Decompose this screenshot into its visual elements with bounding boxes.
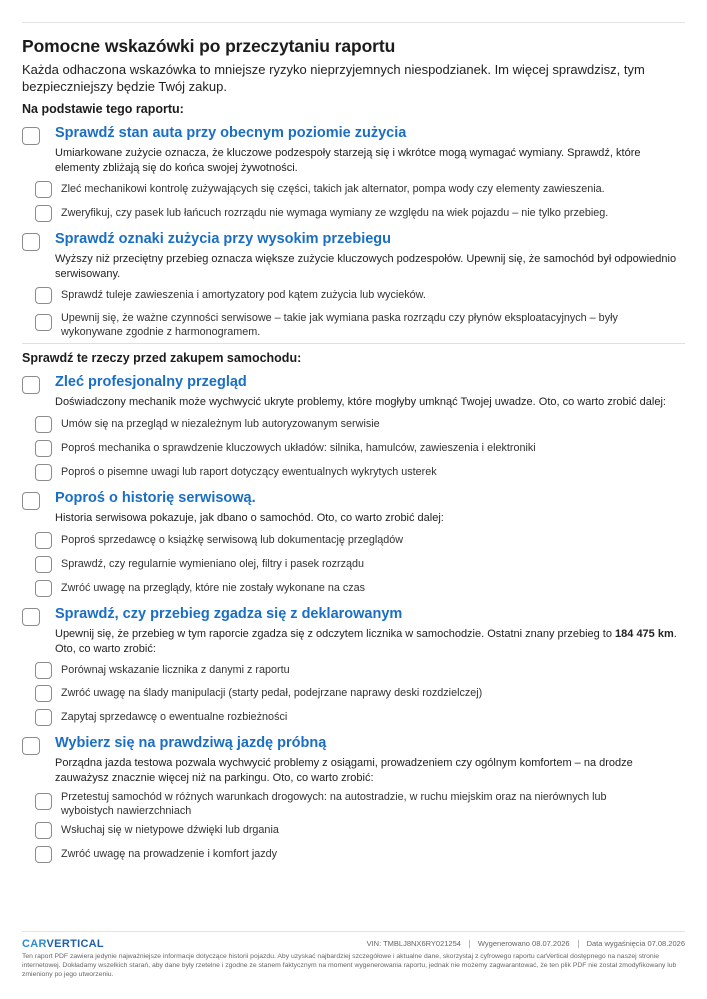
item-text: Wsłuchaj się w nietypowe dźwięki lub drgania [61, 824, 279, 836]
item-text: Sprawdź, czy regularnie wymieniano olej, filtry i pasek rozrządu [61, 558, 365, 570]
section-label-report: Na podstawie tego raportu: [22, 102, 184, 116]
item-checkbox[interactable] [35, 556, 52, 573]
item-text: Umów się na przegląd w niezależnym lub autoryzowanym serwisie [61, 418, 380, 430]
item-text: Zleć mechanikowi kontrolę zużywających się części, takich jak alternator, pompa wody czy elementy zawieszenia. [61, 183, 605, 195]
carvertical-logo: CARVERTICAL [22, 938, 104, 950]
page-title: Pomocne wskazówki po przeczytaniu raportu [22, 36, 396, 56]
description-text: . Oto, co warto zrobić: [55, 628, 677, 655]
group-checkbox[interactable] [22, 737, 40, 755]
item-text: Porównaj wskazanie licznika z danymi z raportu [61, 664, 290, 676]
group-checkbox[interactable] [22, 376, 40, 394]
item-text: Przetestuj samochód w różnych warunkach drogowych: na autostradzie, w ruchu miejskim oraz na nierównych lub wyboistych nawierzchniach [61, 791, 607, 817]
item-checkbox[interactable] [35, 532, 52, 549]
footer-divider [22, 931, 685, 932]
item-checkbox[interactable] [35, 846, 52, 863]
item-checkbox[interactable] [35, 793, 52, 810]
group-checkbox[interactable] [22, 233, 40, 251]
group-description: Umiarkowane zużycie oznacza, że kluczowe podzespoły starzeją się i wkrótce mogą wymagać wymiany. Sprawdź, które elementy zbliżają się do końca swojej żywotności. [55, 147, 641, 174]
item-text: Zwróć uwagę na ślady manipulacji (starty pedał, podejrzane naprawy deski rozdzielczej) [61, 687, 483, 699]
footer-disclaimer: Ten raport PDF zawiera jedynie najważniejsze informacje dotyczące historii pojazdu. Aby uzyskać najbardziej szczegółowe i aktualne dane, skorzystaj z cyfrowego raportu carVertical dostępnego na naszej stronie internetowej. Dokładamy wszelkich starań, aby dane były rzetelne i zgodne ze stanem faktycznym na moment wygenerowania raportu, jednak nie możemy zagwarantować, że ten plik PDF nie został zmodyfikowany lub zmieniony po jego utworzeniu. [22, 953, 677, 978]
group-title: Poproś o historię serwisową. [55, 490, 256, 506]
item-checkbox[interactable] [35, 822, 52, 839]
group-title: Sprawdź, czy przebieg zgadza się z deklarowanym [55, 606, 403, 622]
item-text: Zwróć uwagę na przeglądy, które nie zostały wykonane na czas [61, 582, 366, 594]
last-known-mileage: 184 475 km [615, 628, 674, 640]
expiry-date: Data wygaśnięcia 07.08.2026 [586, 939, 685, 948]
group-description: Porządna jazda testowa pozwala wychwycić problemy z osiągami, prowadzeniem czy ogólnym komfortem – na drodze zauważysz znacznie więcej niż na parkingu. Oto, co warto zrobić: [55, 757, 633, 784]
generated-date: Wygenerowano 08.07.2026 [477, 939, 570, 948]
description-text: Upewnij się, że przebieg w tym raporcie zgadza się z odczytem licznika w samochodzie. Ostatni znany przebieg to [55, 628, 616, 640]
item-text: Poproś sprzedawcę o książkę serwisową lub dokumentację przeglądów [61, 534, 404, 546]
group-checkbox[interactable] [22, 608, 40, 626]
report-meta [367, 939, 685, 948]
item-checkbox[interactable] [35, 416, 52, 433]
item-text: Poproś mechanika o sprawdzenie kluczowych układów: silnika, hamulców, zawieszenia i elektroniki [61, 442, 536, 454]
group-title: Wybierz się na prawdziwą jazdę próbną [55, 735, 327, 751]
item-text: Sprawdź tuleje zawieszenia i amortyzatory pod kątem zużycia lub wycieków. [61, 289, 426, 301]
section-divider [22, 343, 685, 344]
group-checkbox[interactable] [22, 127, 40, 145]
item-checkbox[interactable] [35, 662, 52, 679]
item-text: Zweryfikuj, czy pasek lub łańcuch rozrządu nie wymaga wymiany ze względu na wiek pojazdu – nie tylko przebieg. [61, 207, 609, 219]
section-label-before-purchase: Sprawdź te rzeczy przed zakupem samochodu: [22, 351, 302, 365]
item-checkbox[interactable] [35, 464, 52, 481]
item-checkbox[interactable] [35, 181, 52, 198]
page-intro: Każda odhaczona wskazówka to mniejsze ryzyko nieprzyjemnych niespodzianek. Im więcej sprawdzisz, tym bezpieczniejszy będzie Twój zakup. [22, 62, 645, 94]
item-checkbox[interactable] [35, 685, 52, 702]
group-description [55, 627, 685, 656]
item-text: Zwróć uwagę na prowadzenie i komfort jazdy [61, 848, 278, 860]
group-description: Doświadczony mechanik może wychwycić ukryte problemy, które mogłyby umknąć Twojej uwadze. Oto, co warto zrobić dalej: [55, 396, 666, 408]
item-text: Upewnij się, że ważne czynności serwisowe – takie jak wymiana paska rozrządu czy płynów eksploatacyjnych – były wykonywane zgodnie z harmonogramem. [61, 312, 618, 338]
item-checkbox[interactable] [35, 580, 52, 597]
item-checkbox[interactable] [35, 440, 52, 457]
group-description: Historia serwisowa pokazuje, jak dbano o samochód. Oto, co warto zrobić dalej: [55, 512, 444, 524]
item-text: Poproś o pisemne uwagi lub raport dotyczący ewentualnych wykrytych usterek [61, 466, 437, 478]
item-checkbox[interactable] [35, 709, 52, 726]
item-checkbox[interactable] [35, 205, 52, 222]
vin-value: VIN: TMBLJ8NX6RY021254 [366, 939, 461, 948]
item-text: Zapytaj sprzedawcę o ewentualne rozbieżności [61, 711, 288, 723]
item-checkbox[interactable] [35, 314, 52, 331]
group-checkbox[interactable] [22, 492, 40, 510]
group-title: Sprawdź oznaki zużycia przy wysokim przebiegu [55, 231, 392, 247]
group-description: Wyższy niż przeciętny przebieg oznacza większe zużycie kluczowych podzespołów. Upewnij się, że samochód był odpowiednio serwisowany. [55, 253, 677, 280]
item-checkbox[interactable] [35, 287, 52, 304]
group-title: Zleć profesjonalny przegląd [55, 374, 247, 390]
group-title: Sprawdź stan auta przy obecnym poziomie zużycia [55, 125, 407, 141]
top-divider [22, 22, 685, 23]
